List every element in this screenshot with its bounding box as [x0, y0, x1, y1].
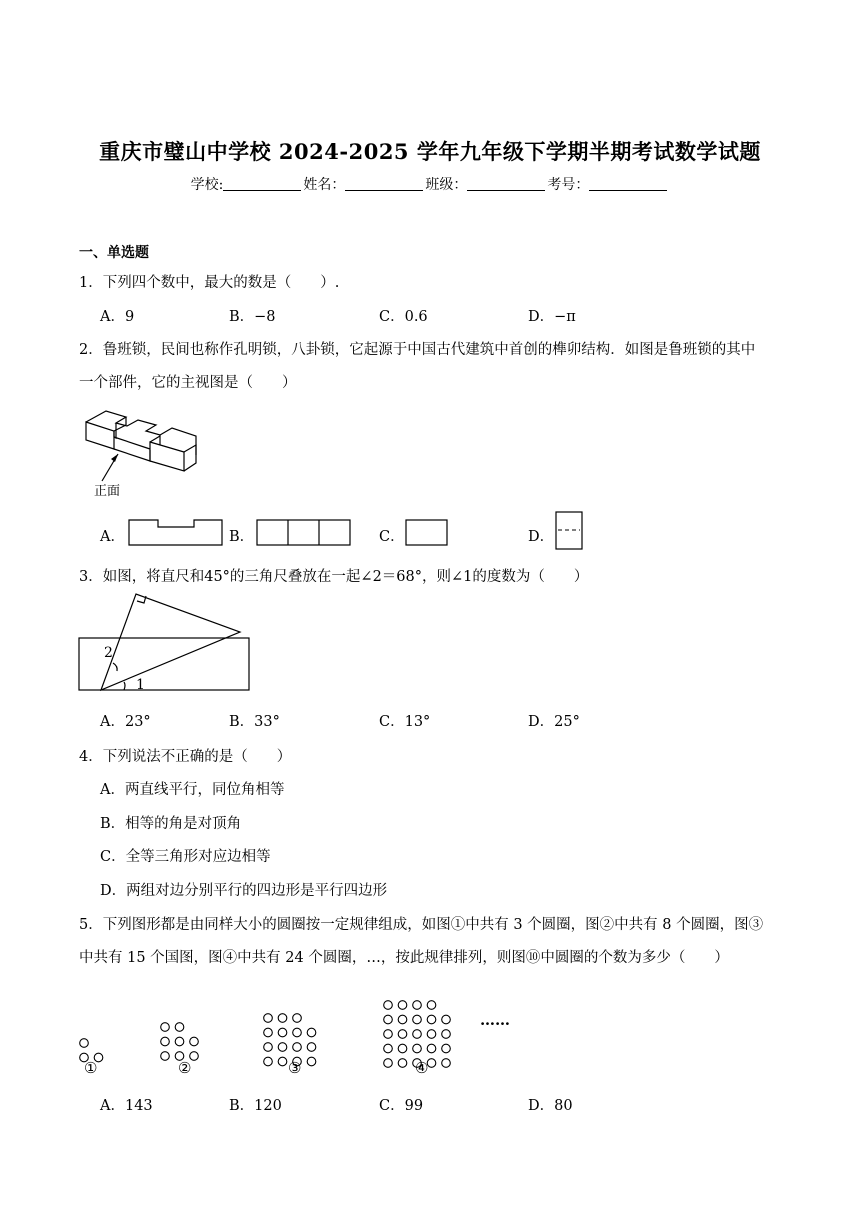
q2-stem-line2: 一个部件，它的主视图是（ ） [79, 375, 297, 391]
pattern-circle [384, 1030, 393, 1039]
pattern-circle [264, 1028, 273, 1037]
pattern-circle [80, 1039, 89, 1048]
pattern-circle [427, 1015, 436, 1024]
arrow-head-icon [111, 454, 118, 462]
pattern-circle [442, 1044, 451, 1053]
q4-stem: 4．下列说法不正确的是（ ） [79, 749, 292, 765]
pattern-circle [427, 1044, 436, 1053]
pattern-circle [398, 1044, 407, 1053]
q5-option-d: D．80 [528, 1098, 573, 1114]
luban-lock-figure [80, 405, 210, 500]
school-blank [223, 176, 301, 191]
q2-option-c: C． [379, 529, 405, 545]
pattern-circle [442, 1015, 451, 1024]
pattern-circle [293, 1043, 302, 1052]
q2-option-c-figure [405, 519, 449, 547]
pattern-circle [427, 1059, 436, 1068]
pattern-circle [278, 1043, 287, 1052]
front-label: 正面 [94, 484, 121, 499]
class-blank [467, 176, 545, 191]
pattern-circle [384, 1044, 393, 1053]
pattern-circle [278, 1028, 287, 1037]
pattern-circle [427, 1001, 436, 1010]
q2-option-d-figure [555, 511, 585, 551]
q4-option-b: B．相等的角是对顶角 [100, 816, 242, 832]
pattern-circle [384, 1001, 393, 1010]
class-label: 班级： [425, 177, 468, 193]
student-info-line [0, 174, 860, 194]
q3-option-d: D．25° [528, 714, 580, 730]
q5-stem-line2: 中共有 15 个国图，图④中共有 24 个圆圈，…，按此规律排列，则图⑩中圆圈的个数为多少（ ） [79, 950, 729, 966]
q1-option-a: A．9 [100, 309, 135, 325]
pattern-circle [398, 1030, 407, 1039]
pattern-circle [442, 1030, 451, 1039]
exam-no-blank [589, 176, 667, 191]
pattern-circle [398, 1059, 407, 1068]
pattern-circle [307, 1043, 316, 1052]
angle-2-label: 2 [104, 645, 113, 661]
name-blank [345, 176, 423, 191]
pattern-circle [398, 1001, 407, 1010]
q2-option-a: A． [100, 529, 125, 545]
q2-option-d: D． [528, 529, 555, 545]
q4-option-a: A．两直线平行，同位角相等 [100, 782, 285, 798]
pattern-circle [278, 1057, 287, 1066]
pattern-circle [190, 1037, 199, 1046]
pattern-circle [413, 1030, 422, 1039]
q2-option-b-figure [256, 519, 352, 547]
pattern-circle [264, 1014, 273, 1023]
q2-option-b: B． [229, 529, 255, 545]
pattern-circle [293, 1028, 302, 1037]
circle-pattern-figure [70, 975, 530, 1080]
ruler-triangle-figure [78, 590, 253, 695]
q5-option-b: B．120 [229, 1098, 282, 1114]
pattern-circle [293, 1014, 302, 1023]
pattern-circle [413, 1044, 422, 1053]
pattern-circle [307, 1057, 316, 1066]
pattern-circle [161, 1037, 170, 1046]
q2-stem-line1: 2．鲁班锁，民间也称作孔明锁，八卦锁，它起源于中国古代建筑中首创的榫卯结构．如图是鲁班锁的其中 [79, 342, 756, 358]
q4-option-c: C．全等三角形对应边相等 [100, 849, 271, 865]
section-title: 一、单选题 [79, 245, 149, 261]
triangle-shape [101, 594, 240, 690]
q3-stem: 3．如图，将直尺和45°的三角尺叠放在一起∠2＝68°，则∠1的度数为（ ） [79, 569, 589, 585]
pattern-circle [175, 1037, 184, 1046]
pattern-circle [264, 1057, 273, 1066]
q1-option-d: D．−π [528, 309, 576, 325]
pattern-circle [307, 1028, 316, 1037]
pattern-circle [413, 1001, 422, 1010]
figure-2-label: ② [178, 1059, 192, 1077]
q1-option-b: B．−8 [229, 309, 276, 325]
q3-option-c: C．13° [379, 714, 431, 730]
figure-1-label: ① [84, 1059, 98, 1077]
pattern-circle [161, 1023, 170, 1032]
name-label: 姓名： [303, 177, 346, 193]
q1-stem: 1．下列四个数中，最大的数是（ ）. [79, 275, 340, 291]
page-title: 重庆市璧山中学校 2024-2025 学年九年级下学期半期考试数学试题 [99, 139, 761, 164]
q1-option-c: C．0.6 [379, 309, 428, 325]
exam-no-label: 考号： [547, 177, 590, 193]
pattern-ellipsis: …… [480, 1011, 510, 1029]
school-label: 学校: [190, 177, 224, 193]
pattern-circle [175, 1023, 184, 1032]
q5-option-c: C．99 [379, 1098, 424, 1114]
pattern-circle [427, 1030, 436, 1039]
q5-option-a: A．143 [100, 1098, 153, 1114]
pattern-circle [161, 1052, 170, 1061]
q4-option-d: D．两组对边分别平行的四边形是平行四边形 [100, 883, 388, 899]
pattern-circle [384, 1015, 393, 1024]
pattern-circle [278, 1014, 287, 1023]
pattern-circle [264, 1043, 273, 1052]
figure-3-label: ③ [288, 1059, 302, 1077]
q5-stem-line1: 5．下列图形都是由同样大小的圆圈按一定规律组成，如图①中共有 3 个圆圈，图②中共有 8 个圆圈，图③ [79, 917, 764, 933]
q2-option-a-figure [128, 519, 224, 547]
pattern-circle [384, 1059, 393, 1068]
q3-option-a: A．23° [100, 714, 151, 730]
q3-option-b: B．33° [229, 714, 280, 730]
pattern-circle [413, 1015, 422, 1024]
pattern-circle [442, 1059, 451, 1068]
figure-4-label: ④ [415, 1059, 429, 1077]
pattern-circle [398, 1015, 407, 1024]
angle-1-label: 1 [136, 677, 145, 693]
